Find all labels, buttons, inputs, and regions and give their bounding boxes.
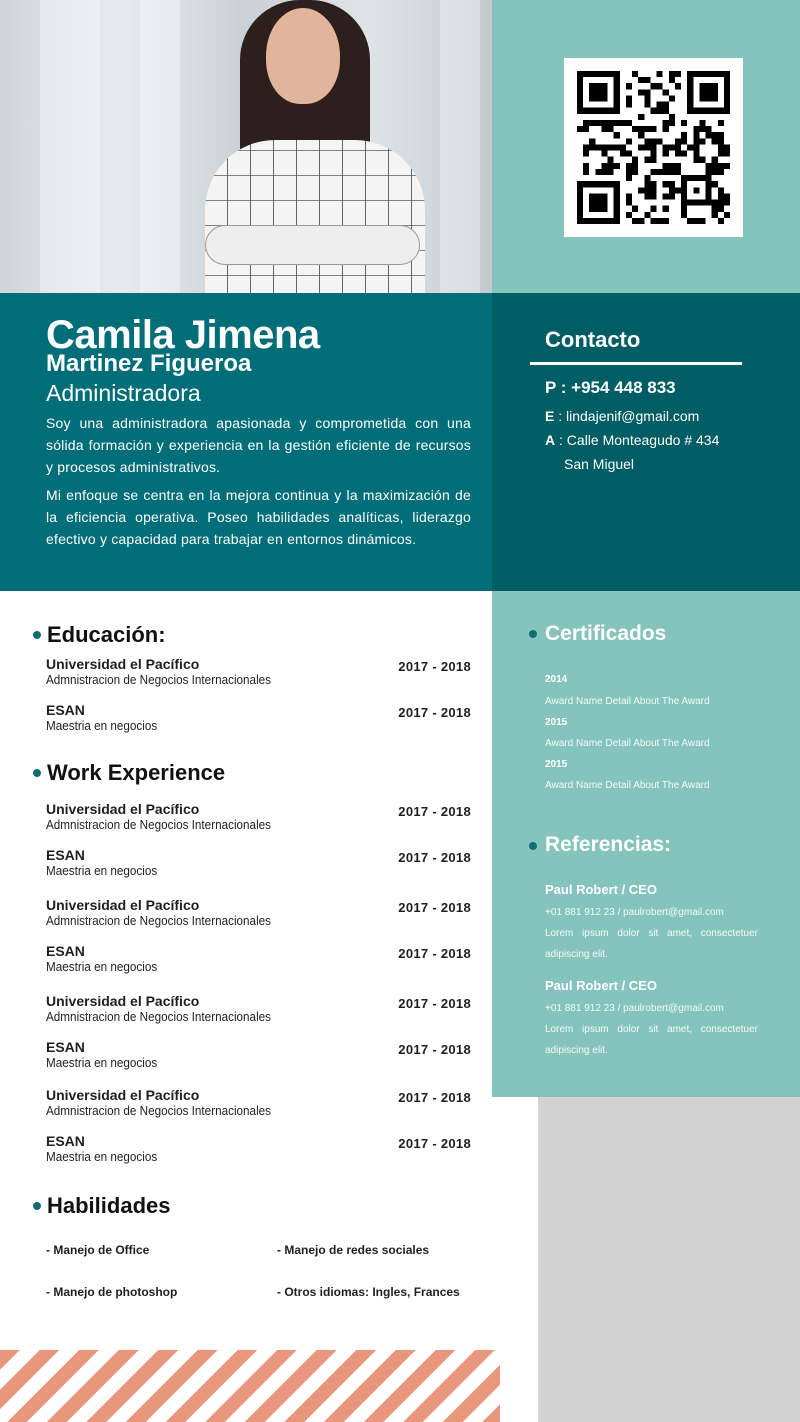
entry-item — [46, 847, 471, 879]
skills-heading: Habilidades — [33, 1193, 170, 1219]
entry-dates: 2017 - 2018 — [398, 1042, 471, 1057]
entry-title: Universidad el Pacífico — [46, 801, 200, 817]
contact-email[interactable]: E : lindajenif@gmail.com — [545, 408, 700, 424]
entry-subtitle: Admnistracion de Negocios Internacionales — [46, 1103, 272, 1118]
reference-contact[interactable]: +01 881 912 23 / paulrobert@gmail.com — [545, 907, 724, 918]
certificate-detail: Award Name Detail About The Award — [545, 780, 710, 791]
entry-subtitle: Maestria en negocios — [46, 863, 158, 878]
certificate-year: 2015 — [545, 759, 568, 770]
entry-title: Universidad el Pacífico — [46, 656, 200, 672]
bullet-dot-icon — [529, 842, 537, 850]
qr-code-icon[interactable] — [564, 58, 743, 237]
bio-paragraph-1: Soy una administradora apasionada y comprometida con una sólida formación y experiencia en la gestión eficiente de recursos y procesos administrativos. — [46, 415, 471, 475]
profile-photo — [0, 0, 492, 293]
entry-dates: 2017 - 2018 — [398, 705, 471, 720]
entry-item — [46, 801, 471, 833]
entry-subtitle: Maestria en negocios — [46, 718, 158, 733]
address-label: A — [545, 432, 556, 448]
entry-item — [46, 1087, 471, 1119]
entry-item — [46, 702, 471, 734]
bio-paragraph-2: Mi enfoque se centra en la mejora continua y la maximización de la eficiencia operativa. Poseo habilidades analíticas, liderazgo efectivo y capacidad para trabajar en entornos dinámicos. — [46, 487, 471, 547]
entry-item — [46, 656, 471, 688]
address-line-1: Calle Monteagudo # 434 — [566, 432, 720, 448]
entry-dates: 2017 - 2018 — [398, 946, 471, 961]
contact-panel — [492, 293, 800, 591]
entry-subtitle: Maestria en negocios — [46, 959, 158, 974]
entry-subtitle: Admnistracion de Negocios Internacionales — [46, 913, 272, 928]
entry-title: ESAN — [46, 1133, 85, 1149]
entry-item — [46, 993, 471, 1025]
entry-title: ESAN — [46, 847, 85, 863]
experience-heading: Work Experience — [33, 760, 225, 786]
contact-phone[interactable]: P : +954 448 833 — [545, 378, 676, 397]
entry-dates: 2017 - 2018 — [398, 900, 471, 915]
entry-dates: 2017 - 2018 — [398, 1090, 471, 1105]
entry-dates: 2017 - 2018 — [398, 659, 471, 674]
entry-dates: 2017 - 2018 — [398, 804, 471, 819]
entry-title: ESAN — [46, 1039, 85, 1055]
contact-title: Contacto — [545, 327, 641, 352]
entry-subtitle: Maestria en negocios — [46, 1055, 158, 1070]
job-title: Administradora — [46, 380, 201, 406]
reference-contact[interactable]: +01 881 912 23 / paulrobert@gmail.com — [545, 1003, 724, 1014]
entry-subtitle: Admnistracion de Negocios Internacionales — [46, 1009, 272, 1024]
reference-text: Lorem ipsum dolor sit amet, consectetuer adipiscing elit. — [545, 1024, 758, 1056]
entry-dates: 2017 - 2018 — [398, 1136, 471, 1151]
profile-header — [0, 293, 492, 591]
entry-subtitle: Admnistracion de Negocios Internacionales — [46, 817, 272, 832]
reference-name: Paul Robert / CEO — [545, 882, 657, 897]
certificate-detail: Award Name Detail About The Award — [545, 696, 710, 707]
bullet-dot-icon — [33, 1202, 41, 1210]
skill-item: - Otros idiomas: Ingles, Frances — [277, 1285, 460, 1299]
entry-item — [46, 1039, 471, 1071]
entry-title: Universidad el Pacífico — [46, 1087, 200, 1103]
education-heading: Educación: — [33, 622, 166, 648]
entry-subtitle: Admnistracion de Negocios Internacionales — [46, 672, 272, 687]
gray-accent-block — [538, 1097, 800, 1422]
certificate-detail: Award Name Detail About The Award — [545, 738, 710, 749]
contact-address: A : Calle Monteagudo # 434 — [545, 432, 720, 448]
references-heading: Referencias: — [545, 833, 672, 856]
skill-item: - Manejo de photoshop — [46, 1285, 178, 1299]
bullet-dot-icon — [529, 630, 537, 638]
entry-title: Universidad el Pacífico — [46, 897, 200, 913]
email-label: E — [545, 408, 555, 424]
reference-name: Paul Robert / CEO — [545, 978, 657, 993]
side-panel — [492, 591, 800, 1097]
skill-item: - Manejo de redes sociales — [277, 1243, 430, 1257]
entry-title: Universidad el Pacífico — [46, 993, 200, 1009]
entry-subtitle: Maestria en negocios — [46, 1149, 158, 1164]
bullet-dot-icon — [33, 769, 41, 777]
entry-item — [46, 943, 471, 975]
address-line-2: San Miguel — [564, 456, 635, 472]
contact-divider — [530, 362, 742, 365]
first-name: Camila Jimena — [46, 313, 320, 357]
bullet-dot-icon — [33, 631, 41, 639]
reference-text: Lorem ipsum dolor sit amet, consectetuer adipiscing elit. — [545, 928, 758, 960]
entry-item — [46, 1133, 471, 1165]
email-value[interactable]: lindajenif@gmail.com — [566, 408, 700, 424]
entry-dates: 2017 - 2018 — [398, 850, 471, 865]
entry-dates: 2017 - 2018 — [398, 996, 471, 1011]
entry-title: ESAN — [46, 702, 85, 718]
certificates-heading: Certificados — [545, 622, 667, 645]
entry-title: ESAN — [46, 943, 85, 959]
last-name: Martinez Figueroa — [46, 350, 252, 377]
certificate-year: 2015 — [545, 717, 568, 728]
skill-item: - Manejo de Office — [46, 1243, 150, 1257]
qr-panel — [492, 0, 800, 293]
certificate-year: 2014 — [545, 674, 568, 685]
entry-item — [46, 897, 471, 929]
striped-accent-bar — [0, 1350, 500, 1422]
